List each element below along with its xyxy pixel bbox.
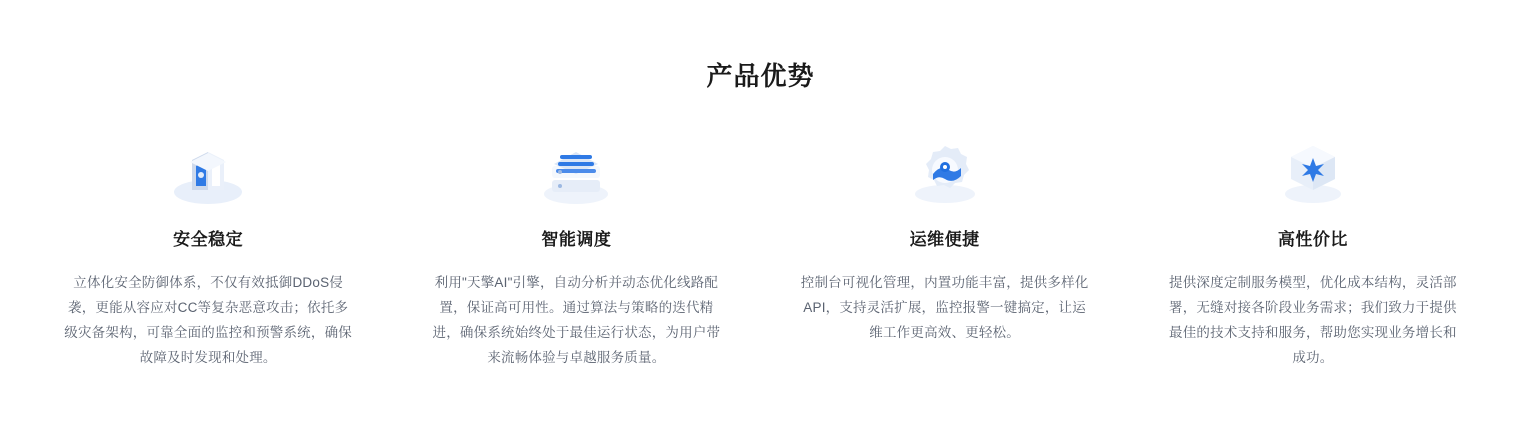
page-title: 产品优势 [706, 61, 815, 91]
feature-title: 运维便捷 [909, 230, 980, 249]
feature-card-value [1129, 128, 1497, 370]
feature-description: 立体化安全防御体系，不仅有效抵御DDoS侵袭，更能从容应对CC等复杂恶意攻击；依托多级灾备架构，可靠全面的监控和预警系统，确保故障及时发现和处理。 [64, 275, 352, 365]
stacked-server-icon [432, 128, 720, 212]
feature-list [0, 128, 1521, 370]
feature-card-operations [761, 128, 1129, 345]
gear-settings-icon [801, 128, 1089, 212]
feature-title: 智能调度 [541, 230, 612, 249]
feature-card-security [24, 128, 392, 370]
feature-card-scheduling [392, 128, 760, 370]
feature-title: 高性价比 [1277, 230, 1348, 249]
feature-title: 安全稳定 [173, 230, 244, 249]
diamond-badge-icon [1169, 128, 1457, 212]
feature-description: 控制台可视化管理，内置功能丰富，提供多样化API，支持灵活扩展，监控报警一键搞定，让运维工作更高效、更轻松。 [800, 275, 1089, 340]
feature-description: 提供深度定制服务模型，优化成本结构，灵活部署，无缝对接各阶段业务需求；我们致力于提供最佳的技术支持和服务，帮助您实现业务增长和成功。 [1169, 275, 1457, 365]
feature-description: 利用"天擎AI"引擎，自动分析并动态优化线路配置，保证高可用性。通过算法与策略的迭代精进，确保系统始终处于最佳运行状态，为用户带来流畅体验与卓越服务质量。 [432, 275, 721, 365]
shield-server-icon [64, 128, 352, 212]
